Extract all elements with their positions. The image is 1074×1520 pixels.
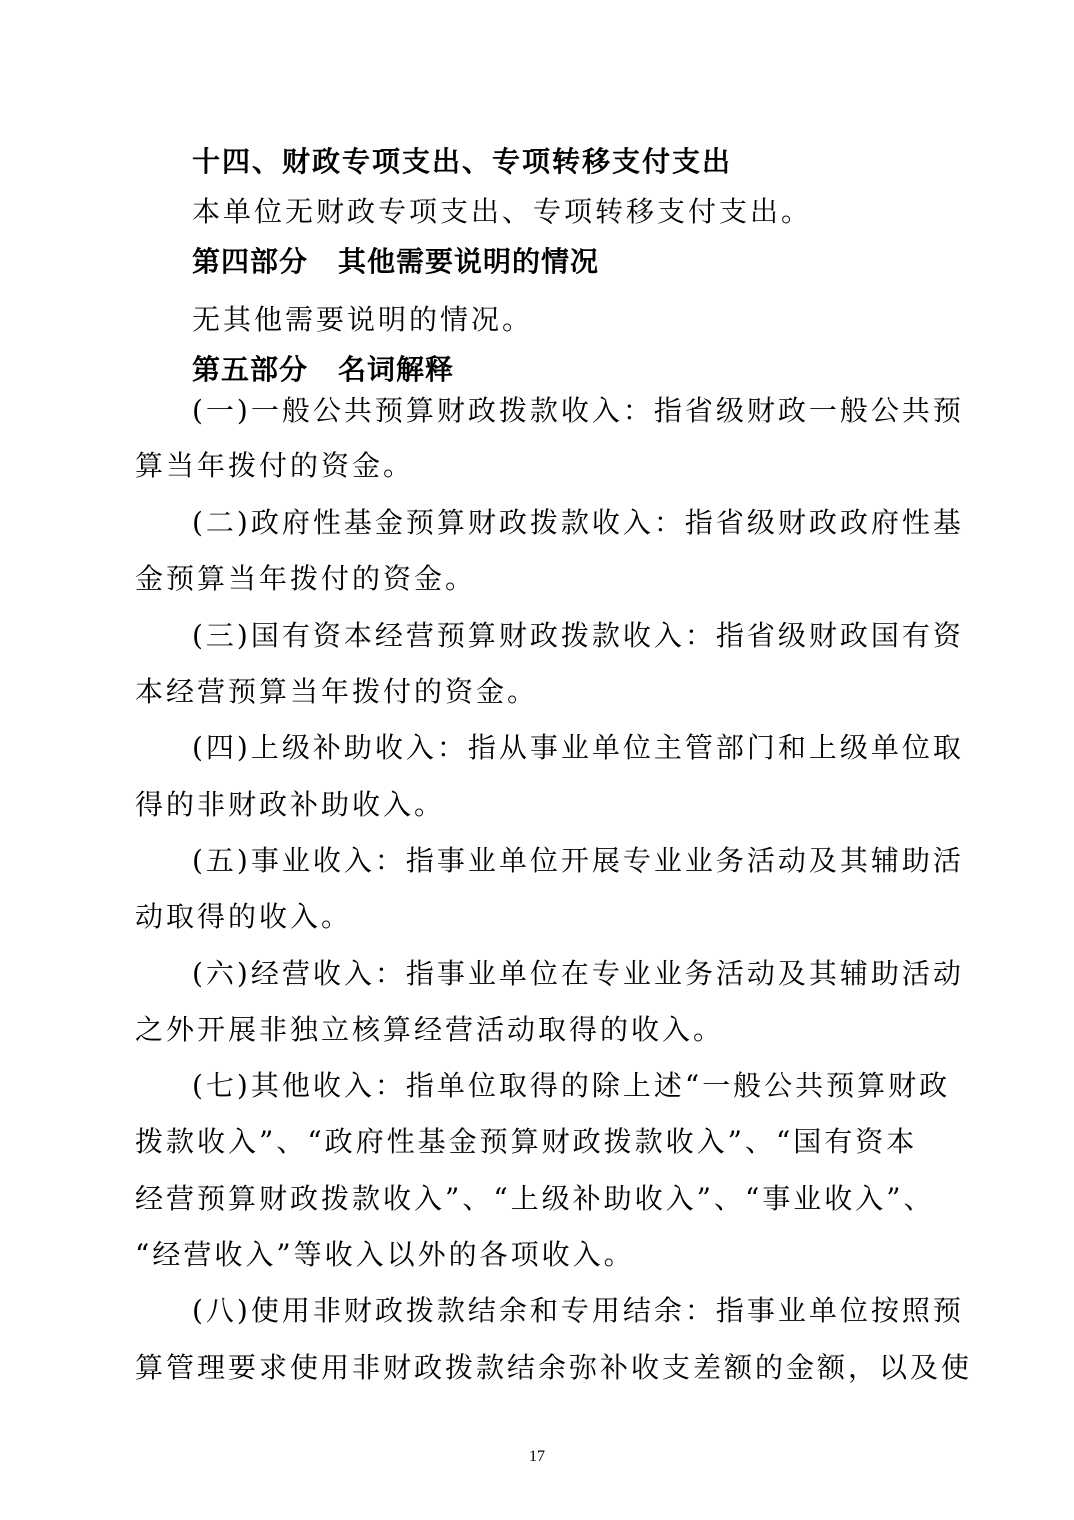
definition-8-line-1: (八)使用非财政拨款结余和专用结余：指事业单位按照预 — [192, 1294, 964, 1327]
definition-2-line-2: 金预算当年拨付的资金。 — [135, 562, 477, 595]
part-5-title: 名词解释 — [338, 353, 455, 386]
definition-3-line-2: 本经营预算当年拨付的资金。 — [135, 675, 539, 708]
definition-8-line-2: 算管理要求使用非财政拨款结余弥补收支差额的金额，以及使 — [135, 1351, 973, 1384]
definition-5-line-1: (五)事业收入：指事业单位开展专业业务活动及其辅助活 — [192, 844, 964, 877]
definition-7-line-2: 拨款收入”、“政府性基金预算财政拨款收入”、“国有资本 — [135, 1125, 918, 1158]
part-4-title: 其他需要说明的情况 — [338, 245, 600, 278]
part-5-heading — [192, 350, 922, 390]
definition-3-line-1: (三)国有资本经营预算财政拨款收入：指省级财政国有资 — [192, 619, 964, 652]
definition-4-line-2: 得的非财政补助收入。 — [135, 788, 446, 821]
definition-7-line-3: 经营预算财政拨款收入”、“上级补助收入”、“事业收入”、 — [135, 1182, 935, 1215]
section-14-body: 本单位无财政专项支出、专项转移支付支出。 — [192, 195, 813, 228]
section-14-heading: 十四、财政专项支出、专项转移支付支出 — [192, 145, 733, 178]
definition-1-line-1: (一)一般公共预算财政拨款收入：指省级财政一般公共预 — [192, 394, 964, 427]
definition-2-line-1: (二)政府性基金预算财政拨款收入：指省级财政政府性基 — [192, 506, 964, 539]
part-4-heading — [192, 242, 922, 282]
part-4-label: 第四部分 — [192, 245, 309, 278]
definition-4-line-1: (四)上级补助收入：指从事业单位主管部门和上级单位取 — [192, 731, 964, 764]
part-5-label: 第五部分 — [192, 353, 309, 386]
part-4-body: 无其他需要说明的情况。 — [192, 303, 534, 336]
page-number: 17 — [529, 1448, 545, 1465]
definition-7-line-4: “经营收入”等收入以外的各项收入。 — [135, 1238, 635, 1271]
definition-7-line-1: (七)其他收入：指单位取得的除上述“一般公共预算财政 — [192, 1069, 951, 1102]
definition-6-line-2: 之外开展非独立核算经营活动取得的收入。 — [135, 1013, 725, 1046]
definition-1-line-2: 算当年拨付的资金。 — [135, 449, 415, 482]
definition-6-line-1: (六)经营收入：指事业单位在专业业务活动及其辅助活动 — [192, 957, 964, 990]
definition-5-line-2: 动取得的收入。 — [135, 900, 353, 933]
